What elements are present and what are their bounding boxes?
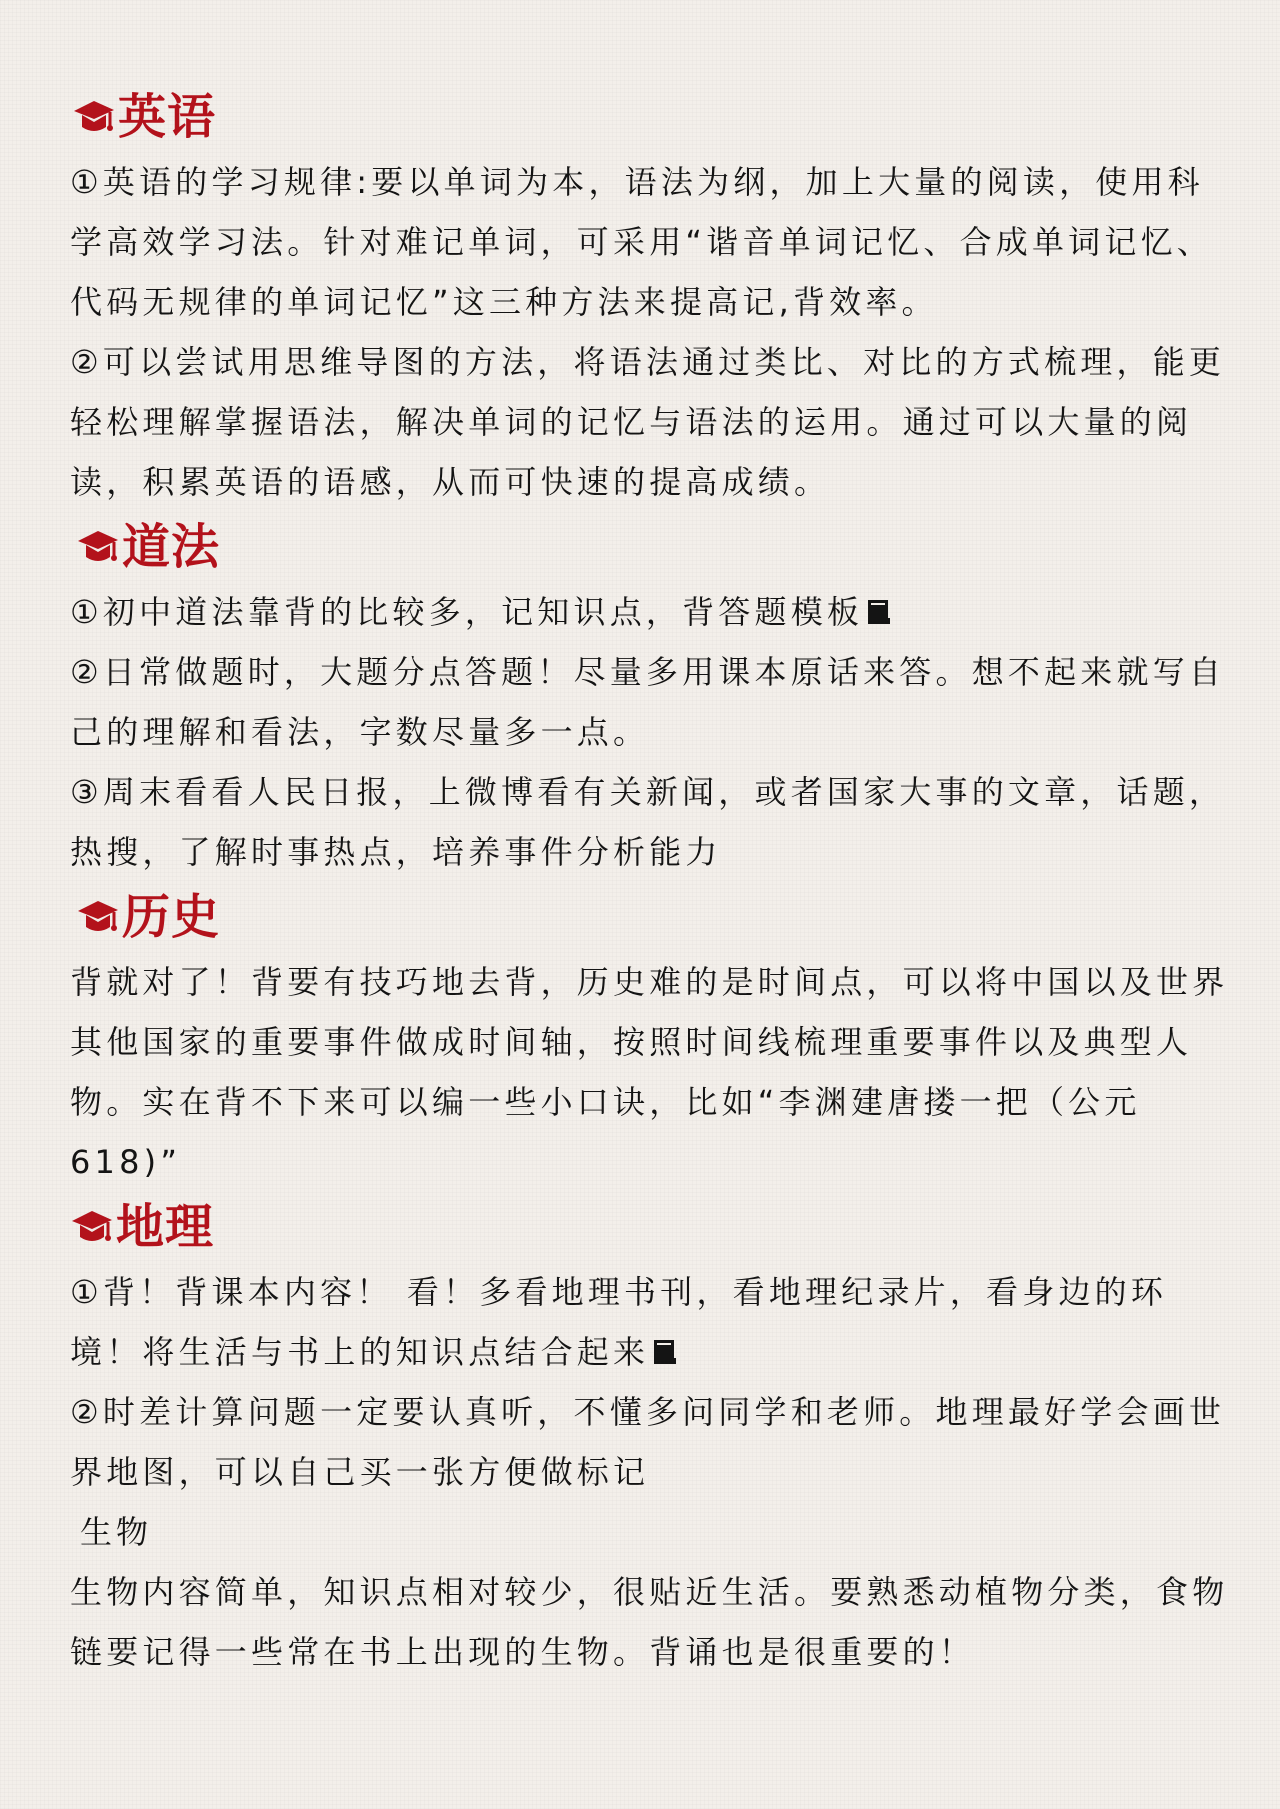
paragraph-text: ①背！背课本内容！ 看！多看地理书刊，看地理纪录片，看身边的环境！将生活与书上的知识点结合起来	[70, 1273, 1168, 1371]
paragraph: ①英语的学习规律:要以单词为本，语法为纲，加上大量的阅读，使用科学高效学习法。针对难记单词，可采用“谐音单词记忆、合成单词记忆、代码无规律的单词记忆”这三种方法来提高记,背效率。	[70, 163, 1213, 321]
notebook-icon	[651, 1338, 679, 1366]
paragraph: ②日常做题时，大题分点答题！尽量多用课本原话来答。想不起来就写自己的理解和看法，字数尽量多一点。	[70, 653, 1226, 751]
section-heading-english	[72, 82, 1230, 152]
graduation-cap-icon	[72, 97, 116, 137]
paragraph: ③周末看看人民日报，上微博看有关新闻，或者国家大事的文章，话题，热搜，了解时事热点，培养事件分析能力	[70, 773, 1226, 871]
paragraph: ②可以尝试用思维导图的方法，将语法通过类比、对比的方式梳理，能更轻松理解掌握语法，解决单词的记忆与语法的运用。通过可以大量的阅读，积累英语的语感，从而可快速的提高成绩。	[70, 343, 1226, 501]
paragraph: 生物内容简单，知识点相对较少，很贴近生活。要熟悉动植物分类，食物链要记得一些常在书上出现的生物。背诵也是很重要的！	[70, 1573, 1229, 1671]
document-page	[70, 82, 1230, 1682]
graduation-cap-icon	[70, 1207, 114, 1247]
paragraph: ②时差计算问题一定要认真听，不懂多问同学和老师。地理最好学会画世界地图，可以自己买一张方便做标记	[70, 1393, 1226, 1491]
section-title: 英语	[118, 89, 217, 145]
paragraph-text: ①初中道法靠背的比较多，记知识点，背答题模板	[70, 593, 864, 631]
section-title: 历史	[122, 889, 221, 945]
section-heading-geography	[70, 1192, 1230, 1262]
section-title: 地理	[116, 1199, 215, 1255]
section-heading-daofa	[76, 512, 1230, 582]
graduation-cap-icon	[76, 527, 120, 567]
paragraph: 背就对了！背要有技巧地去背，历史难的是时间点，可以将中国以及世界其他国家的重要事件做成时间轴，按照时间线梳理重要事件以及典型人物。实在背不下来可以编一些小口诀，比如“李渊建唐搂一把（公元618)”	[70, 963, 1229, 1181]
section-title: 道法	[122, 519, 221, 575]
section-heading-history	[76, 882, 1230, 952]
paragraph	[70, 1262, 1230, 1382]
graduation-cap-icon	[76, 897, 120, 937]
paragraph	[70, 582, 1230, 642]
section-heading-biology: 生物	[80, 1513, 153, 1551]
notebook-icon	[865, 598, 893, 626]
